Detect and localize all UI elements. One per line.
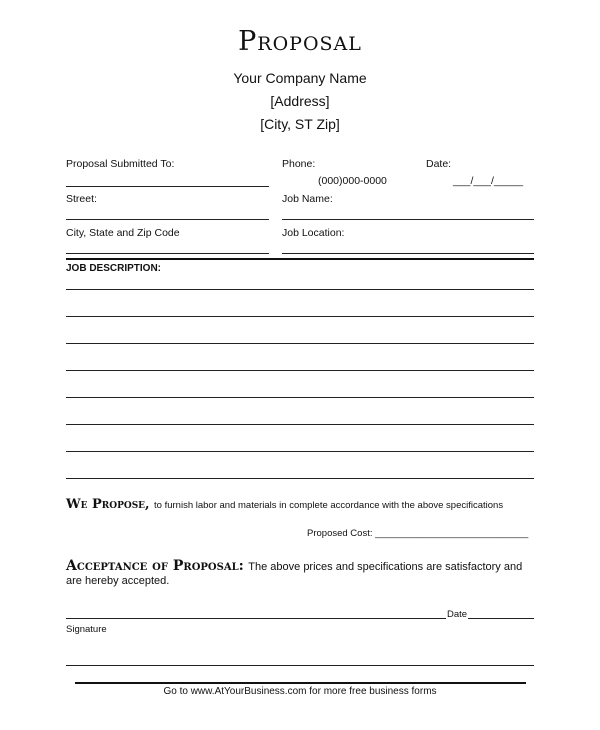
propose-text: to furnish labor and materials in complete accordance with the above specifications — [154, 500, 504, 511]
job-description-line[interactable] — [66, 424, 534, 425]
city-state-zip-line[interactable] — [66, 253, 269, 254]
phone-value: (000)000-0000 — [318, 175, 387, 187]
date-label: Date: — [426, 158, 452, 170]
acceptance-heading: Acceptance of Proposal: — [66, 558, 244, 574]
job-name-label: Job Name: — [282, 193, 333, 205]
signature-line[interactable] — [66, 618, 384, 619]
job-description-line[interactable] — [66, 343, 534, 344]
job-description-line[interactable] — [66, 370, 534, 371]
job-description-label: JOB DESCRIPTION: — [66, 263, 162, 274]
submitted-to-line[interactable] — [66, 186, 269, 187]
submitted-to-label: Proposal Submitted To: — [66, 158, 175, 170]
proposed-cost-field[interactable]: Proposed Cost: _____________________________ — [307, 528, 529, 539]
job-description-divider — [66, 258, 534, 260]
street-label: Street: — [66, 193, 97, 205]
street-line[interactable] — [66, 219, 269, 220]
signature-label: Signature — [66, 624, 107, 635]
acceptance-text: The above prices and specifications are satisfactory and — [248, 561, 523, 573]
job-description-line[interactable] — [66, 316, 534, 317]
second-signature-line[interactable] — [66, 665, 534, 666]
date-value: ___/___/_____ — [453, 175, 524, 187]
footer-divider — [75, 682, 526, 684]
job-name-line[interactable] — [282, 219, 534, 220]
job-description-line[interactable] — [66, 289, 534, 290]
company-address: [Address] — [270, 93, 330, 109]
job-description-line[interactable] — [66, 451, 534, 452]
city-state-zip-label: City, State and Zip Code — [66, 227, 180, 239]
company-name: Your Company Name — [233, 70, 367, 86]
company-city-st-zip: [City, ST Zip] — [260, 116, 340, 132]
footer-text: Go to www.AtYourBusiness.com for more free business forms — [163, 686, 437, 697]
page-title: Proposal — [238, 26, 362, 57]
propose-heading: We Propose, — [66, 497, 150, 512]
phone-label: Phone: — [282, 158, 316, 170]
acceptance-text-continued: are hereby accepted. — [66, 575, 170, 587]
acceptance-date-label: Date — [447, 609, 468, 620]
job-location-label: Job Location: — [282, 227, 345, 239]
job-location-line[interactable] — [282, 253, 534, 254]
job-description-line[interactable] — [66, 478, 534, 479]
acceptance-section — [66, 557, 536, 575]
job-description-line[interactable] — [66, 397, 534, 398]
propose-section — [66, 495, 503, 513]
